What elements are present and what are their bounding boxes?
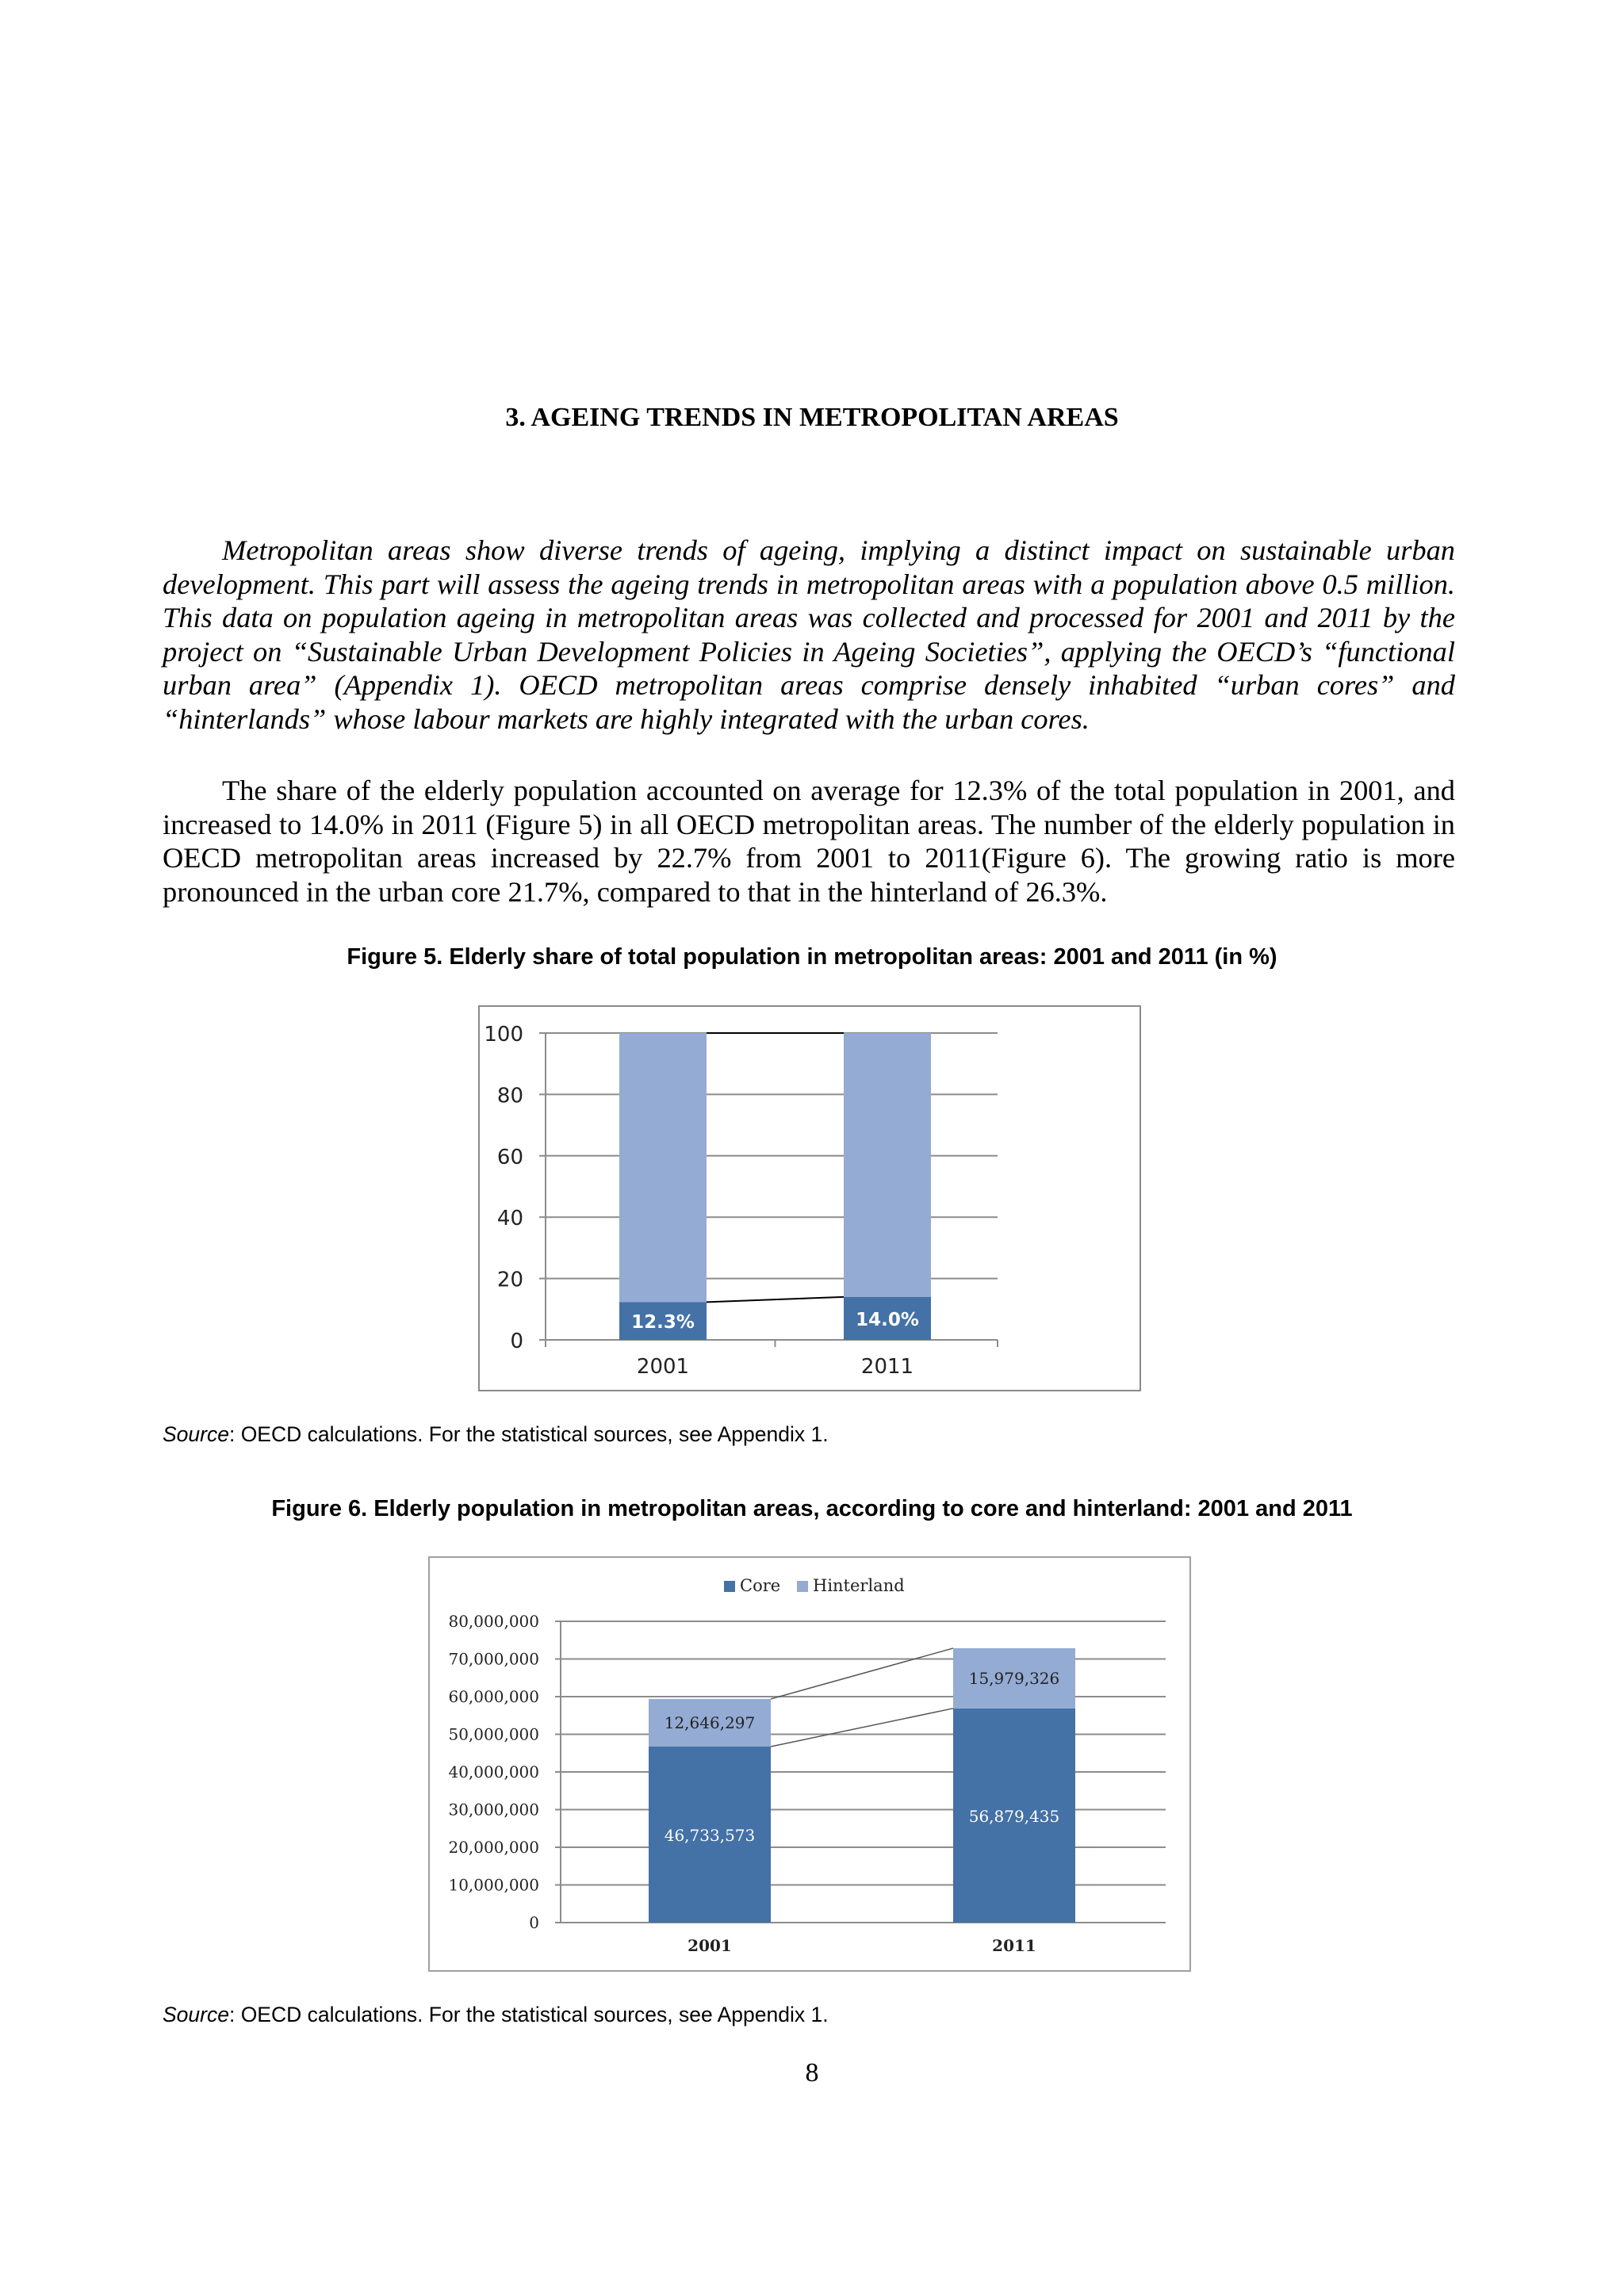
y-tick-label: 60,000,000: [448, 1687, 539, 1706]
series-line-elderly: [707, 1297, 844, 1303]
page-number: 8: [805, 2058, 819, 2087]
share-paragraph: The share of the elderly population accounted on average for 12.3% of the total population in 2001, and increased to 14.0% in 2011 (Figure 5) in all OECD metropolitan areas. The number of the elderly population in OECD metropolitan areas increased by 22.7% from 2001 to 2011(Figure 6). The growing ratio is more pronounced in the urban core 21.7%, compared to that in the hinterland of 26.3%.: [163, 775, 1455, 908]
series-line-core: [771, 1709, 953, 1747]
y-tick-label: 50,000,000: [448, 1724, 539, 1744]
y-tick-label: 30,000,000: [448, 1800, 539, 1820]
figure5-source-text: : OECD calculations. For the statistical sources, see Appendix 1.: [228, 1422, 829, 1446]
y-tick-label: 40,000,000: [448, 1762, 539, 1781]
x-tick-label: 2011: [860, 1355, 914, 1379]
legend-swatch-hinterland: [797, 1581, 808, 1592]
legend-swatch-core: [724, 1581, 735, 1592]
figure5-caption: Figure 5. Elderly share of total population in metropolitan areas: 2001 and 2011 (in %): [347, 944, 1277, 970]
data-label: 56,879,435: [968, 1806, 1060, 1826]
bar-rest-2001: [619, 1033, 707, 1302]
figure6-source-text: : OECD calculations. For the statistical sources, see Appendix 1.: [228, 2003, 829, 2026]
series-line-total: [771, 1648, 953, 1699]
y-tick-label: 10,000,000: [448, 1875, 539, 1895]
figure6-source-label: Source: [163, 2003, 229, 2026]
data-label: 15,979,326: [968, 1668, 1060, 1688]
intro-paragraph: Metropolitan areas show diverse trends of ageing, implying a distinct impact on sustainable urban development. This part will assess the ageing trends in metropolitan areas with a population above 0.5 million. This data on population ageing in metropolitan areas was collected and processed for 2001 and 2011 by the project on “Sustainable Urban Development Policies in Ageing Societies”, applying the OECD’s “functional urban area” (Appendix 1). OECD metropolitan areas comprise densely inhabited “urban cores” and “hinterlands” whose labour markets are highly integrated with the urban cores.: [163, 534, 1455, 735]
data-label: 12,646,297: [664, 1712, 756, 1732]
x-tick-label: 2011: [992, 1936, 1036, 1955]
legend-label: Hinterland: [813, 1576, 905, 1595]
y-tick-label: 70,000,000: [448, 1649, 539, 1669]
data-label: 46,733,573: [664, 1826, 756, 1846]
figure6-caption: Figure 6. Elderly population in metropolitan areas, according to core and hinterland: 2001 and 2011: [271, 1496, 1353, 1521]
data-label: 12.3%: [631, 1312, 695, 1334]
y-tick-label: 60: [496, 1145, 523, 1169]
y-tick-label: 80: [496, 1084, 523, 1108]
y-tick-label: 0: [510, 1330, 523, 1353]
bar-rest-2011: [844, 1033, 931, 1297]
figure5-chart: [480, 1007, 1139, 1390]
data-label: 14.0%: [856, 1309, 919, 1330]
figure5-source-label: Source: [163, 1422, 229, 1446]
x-tick-label: 2001: [636, 1355, 690, 1379]
figure5-source: [163, 1422, 829, 1447]
section-heading: 3. AGEING TRENDS IN METROPOLITAN AREAS: [505, 403, 1119, 432]
figure6-chart-frame: [428, 1556, 1191, 1972]
figure5-chart-frame: [478, 1005, 1141, 1391]
y-tick-label: 80,000,000: [448, 1612, 539, 1631]
y-tick-label: 20,000,000: [448, 1838, 539, 1857]
figure6-source: [163, 2003, 829, 2027]
legend-label: Core: [740, 1576, 781, 1595]
x-tick-label: 2001: [688, 1936, 732, 1955]
y-tick-label: 100: [484, 1023, 523, 1047]
y-tick-label: 40: [496, 1207, 523, 1231]
y-tick-label: 20: [496, 1268, 523, 1292]
y-tick-label: 0: [529, 1913, 539, 1932]
figure6-chart: [430, 1558, 1189, 1970]
